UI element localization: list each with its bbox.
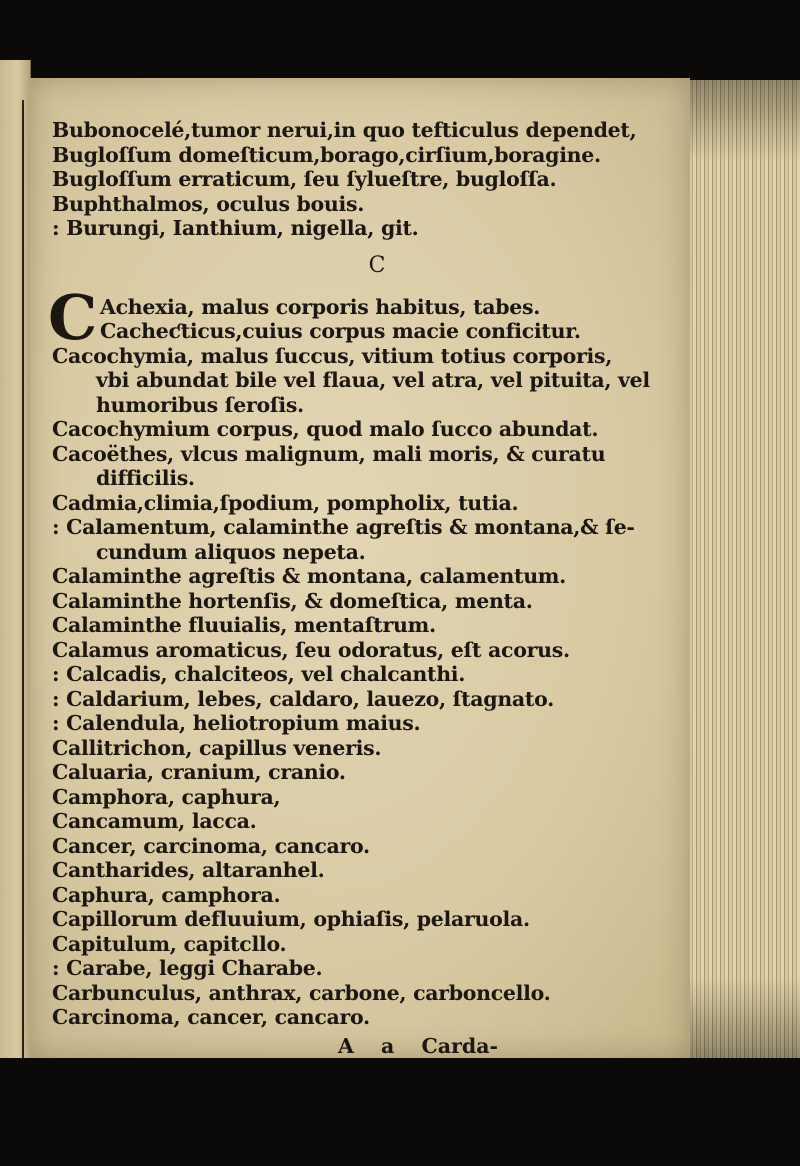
entry-line: Caphura, camphora. — [52, 882, 281, 907]
entry-line: Capitulum, capitcllo. — [52, 931, 287, 956]
entry-line: Capillorum defluuium, ophiaſis, pelaruola. — [52, 907, 530, 931]
dictionary-text — [48, 118, 692, 1058]
entry-line: Camphora, caphura, — [52, 784, 281, 809]
book-page — [30, 78, 690, 1058]
entry-line: Bubonocelé,tumor nerui,in quo tefticulus dependet, — [52, 118, 637, 142]
entry-line: : Calamentum, calaminthe agreſtis & montana,& ſe- — [52, 515, 635, 539]
scan-background-top — [0, 0, 800, 90]
entry-line: Bugloſſum erraticum, ſeu ſylueſtre, bugloſſa. — [52, 167, 557, 191]
entry-line: : Calendula, heliotropium maius. — [52, 711, 421, 735]
drop-cap-block — [48, 280, 692, 354]
entry-line: : Burungi, Ianthium, nigella, git. — [52, 216, 419, 240]
entry-line: Cacochymium corpus, quod malo ſucco abundat. — [52, 417, 599, 441]
entry-line: Cantharides, altaranhel. — [52, 858, 325, 882]
entry-line: Calamus aromaticus, ſeu odoratus, eſt acorus. — [52, 637, 570, 662]
book-page-edges — [680, 80, 800, 1080]
entry-line: Cacheƈticus,cuius corpus macie conficitur. — [100, 319, 581, 343]
drop-cap-initial: C — [48, 280, 98, 354]
entry-line: Cancer, carcinoma, cancaro. — [52, 833, 370, 858]
entry-line: Caluaria, cranium, cranio. — [52, 760, 346, 784]
entry-line: : Caldarium, lebes, caldaro, lauezo, ſtagnato. — [52, 686, 554, 711]
entry-line: difficilis. — [96, 466, 195, 490]
facing-page-edge — [0, 60, 31, 1080]
entry-line: Buphthalmos, oculus bouis. — [52, 191, 365, 216]
entry-line: Achexia, malus corporis habitus, tabes. — [100, 294, 541, 319]
entry-line: Callitrichon, capillus veneris. — [52, 735, 382, 760]
entry-list — [52, 344, 692, 1030]
section-heading-letter: C — [368, 252, 386, 278]
entry-line: vbi abundat bile vel flaua, vel atra, vel pituita, vel — [96, 368, 650, 392]
entry-line: humoribus ſeroſis. — [96, 392, 304, 417]
entry-line: : Calcadis, chalciteos, vel chalcanthi. — [52, 662, 466, 686]
signature-mark: A a — [338, 1033, 395, 1058]
entry-line: Carbunculus, anthrax, carbone, carboncello. — [52, 980, 551, 1005]
entry-line: : Carabe, leggi Charabe. — [52, 956, 323, 980]
entry-line: cundum aliquos nepeta. — [96, 539, 366, 564]
facing-page-rule — [22, 100, 24, 1100]
entry-line: Cacoëthes, vlcus malignum, mali moris, & curatu — [52, 441, 606, 466]
entry-line: Calaminthe hortenſis, & domeſtica, menta. — [52, 588, 533, 613]
entry-line: Calaminthe agreſtis & montana, calamentum. — [52, 564, 567, 588]
entry-line: Cacochymia, malus ſuccus, vitium totius corporis, — [52, 343, 613, 368]
entry-line: Cancamum, lacca. — [52, 809, 257, 833]
entry-line: Calaminthe fluuialis, mentaſtrum. — [52, 613, 436, 637]
page-footer — [52, 1034, 692, 1058]
entry-line: Carcinoma, cancer, cancaro. — [52, 1005, 370, 1029]
entry-line: Bugloſſum domeſticum,borago,cirſium,boragine. — [52, 142, 601, 167]
catchword: Carda- — [421, 1033, 498, 1058]
entry-line: Cadmia,climia,ſpodium, pompholix, tutia. — [52, 490, 519, 515]
scan-background-bottom — [0, 1058, 800, 1166]
